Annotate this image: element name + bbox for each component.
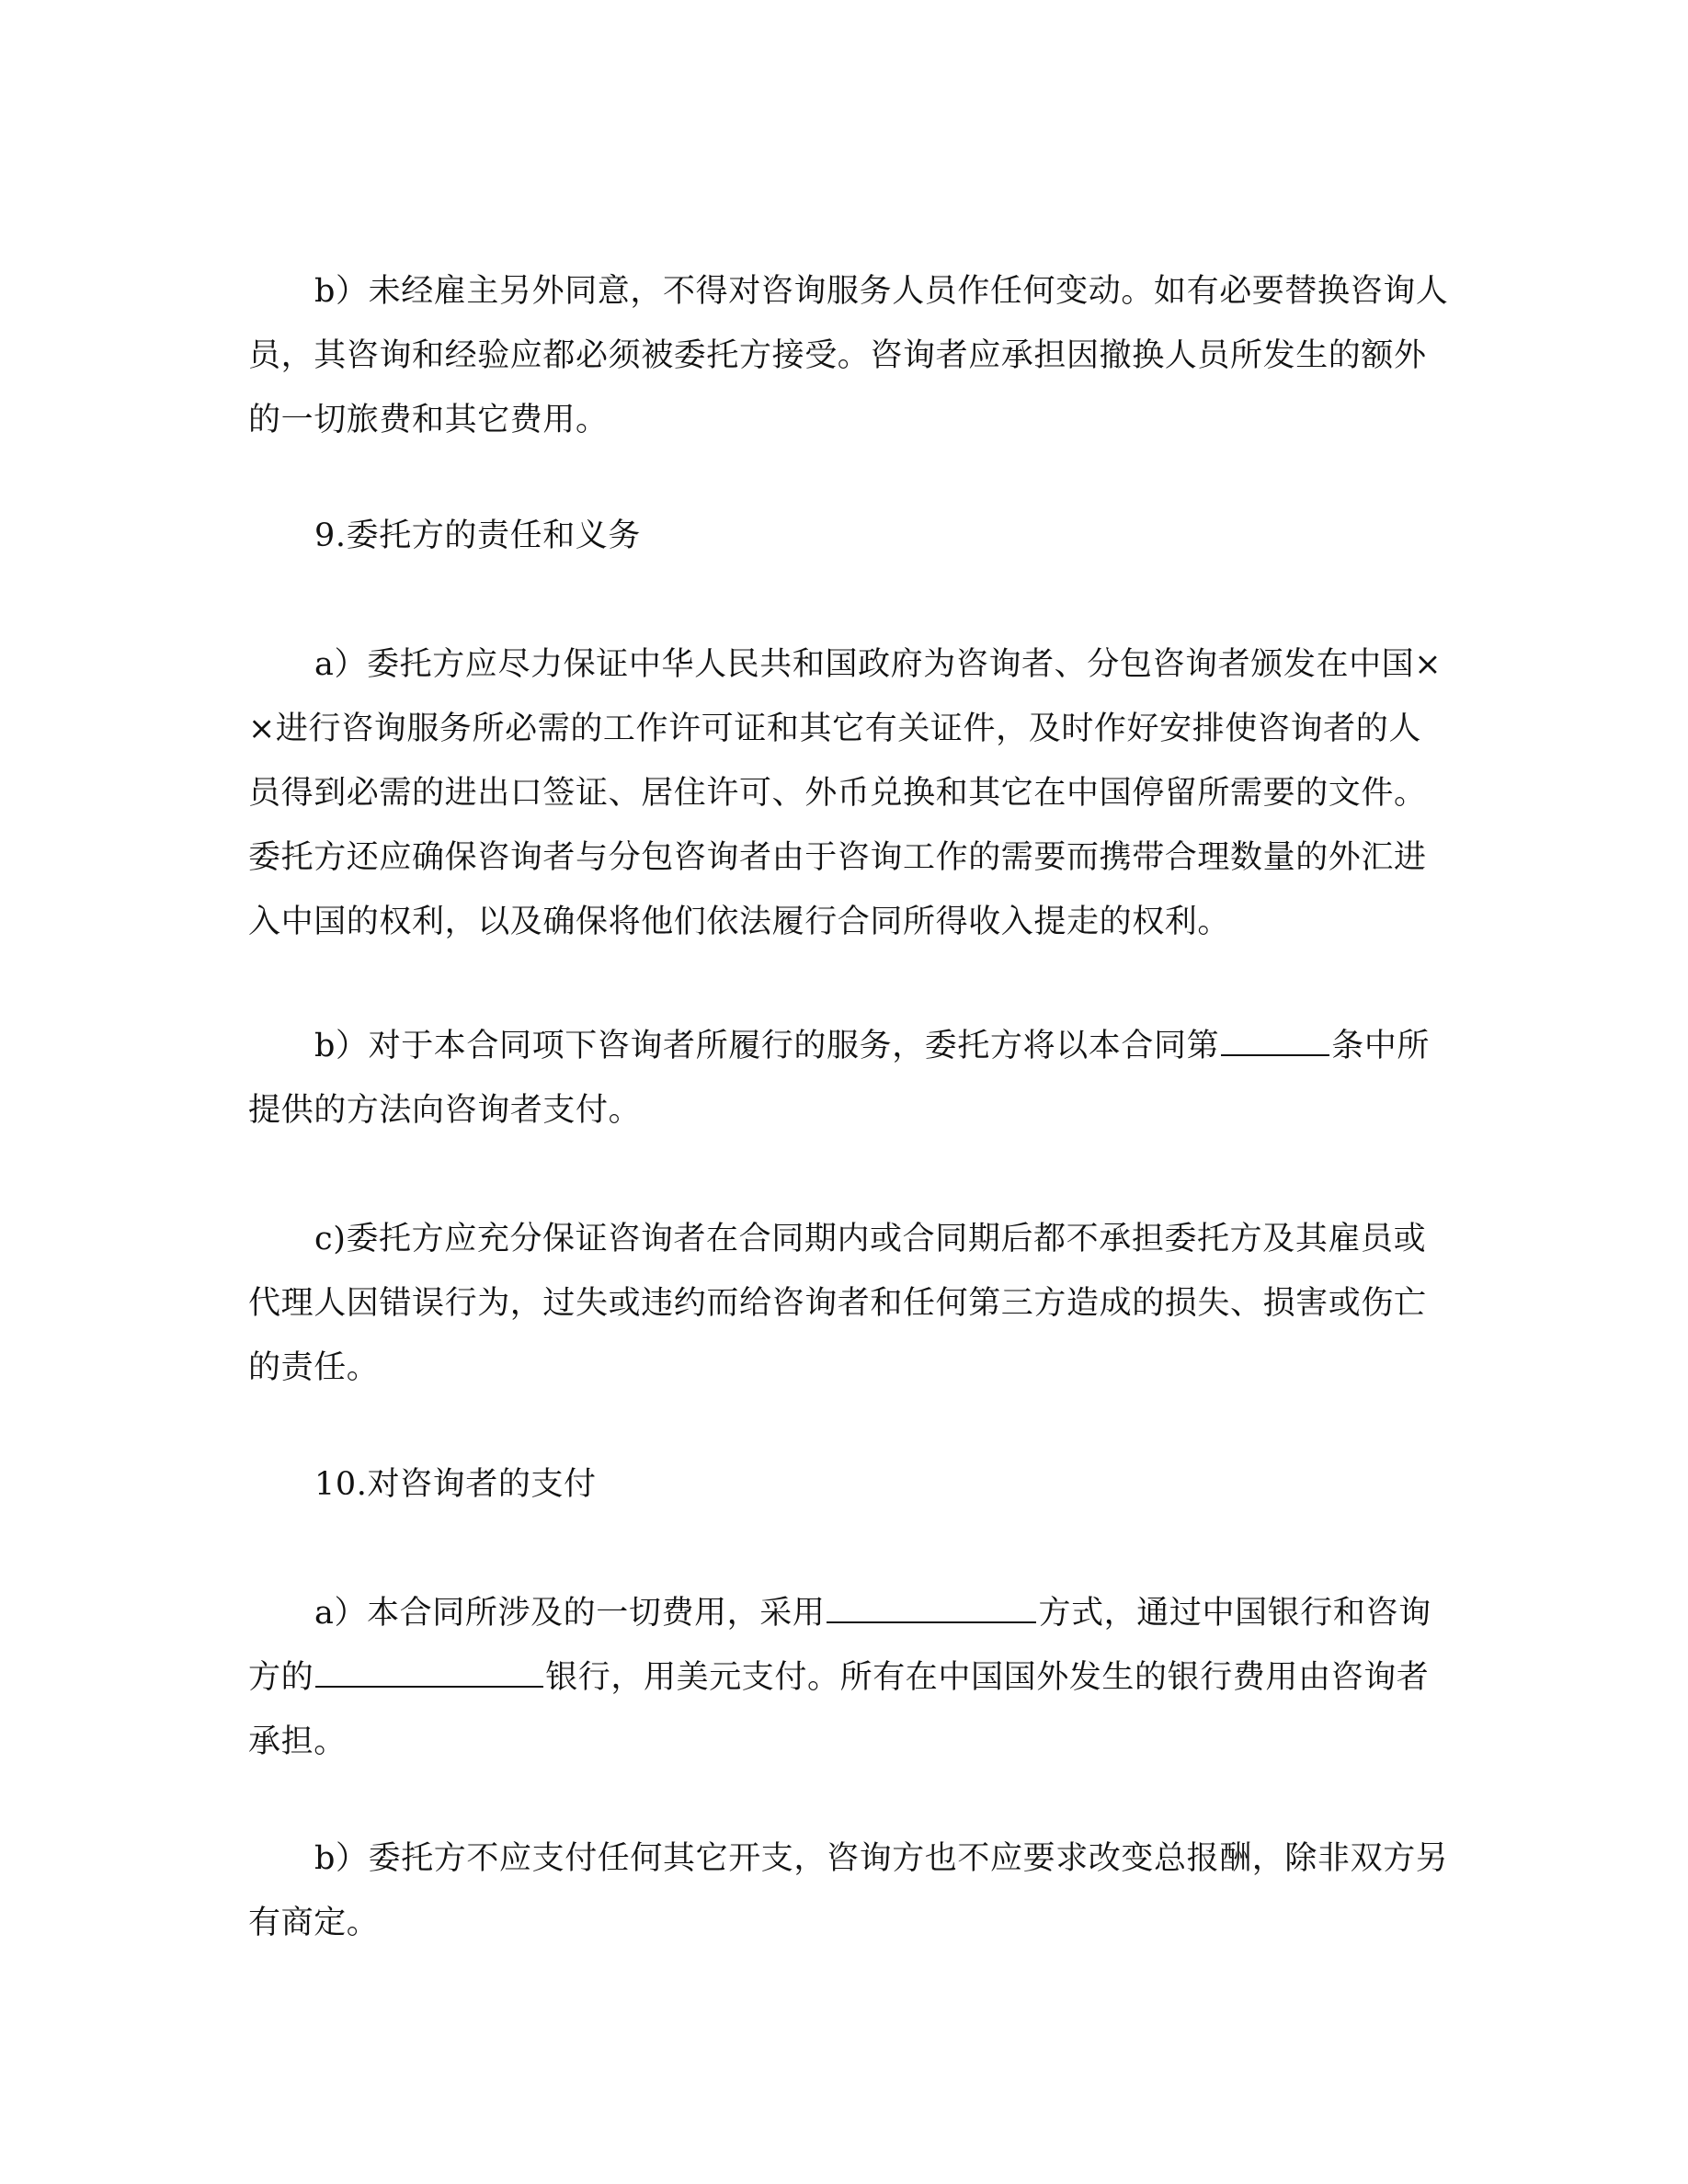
paragraph-9b — [248, 1014, 1443, 1143]
text-line: 员得到必需的进出口签证、居住许可、外币兑换和其它在中国停留所需要的文件。 — [248, 775, 1427, 812]
text-line: a）委托方应尽力保证中华人民共和国政府为咨询者、分包咨询者颁发在中国× — [314, 646, 1443, 683]
text-line: c)委托方应充分保证咨询者在合同期内或合同期后都不承担委托方及其雇员或 — [314, 1221, 1427, 1257]
text-line: 代理人因错误行为，过失或违约而给咨询者和任何第三方造成的损失、损害或伤亡 — [248, 1285, 1427, 1322]
text-line: 的责任。 — [248, 1349, 380, 1386]
text-fragment: 方式，通过中国银行和咨询 — [1038, 1595, 1431, 1632]
paragraph-8b — [248, 259, 1449, 452]
text-line: b）委托方不应支付任何其它开支，咨询方也不应要求改变总报酬，除非双方另 — [314, 1840, 1449, 1877]
text-fragment: a）本合同所涉及的一切费用，采用 — [314, 1595, 826, 1632]
paragraph-9c — [248, 1207, 1443, 1400]
fill-in-blank-payment-method[interactable] — [827, 1590, 1036, 1623]
text-line: 入中国的权利，以及确保将他们依法履行合同所得收入提走的权利。 — [248, 904, 1231, 940]
text-line: 委托方还应确保咨询者与分包咨询者由于咨询工作的需要而携带合理数量的外汇进 — [248, 839, 1427, 876]
paragraph-9a — [248, 632, 1443, 954]
text-line — [248, 1581, 1443, 1645]
text-fragment: 方的 — [248, 1659, 314, 1696]
text-fragment: b）对于本合同项下咨询者所履行的服务，委托方将以本合同第 — [314, 1028, 1220, 1064]
text-line: ×进行咨询服务所必需的工作许可证和其它有关证件，及时作好安排使咨询者的人 — [248, 711, 1421, 747]
document-page — [248, 0, 1449, 2184]
text-line: 员，其咨询和经验应都必须被委托方接受。咨询者应承担因撤换人员所发生的额外 — [248, 337, 1427, 374]
fill-in-blank-consultant-bank[interactable] — [315, 1655, 543, 1688]
text-line: 有商定。 — [248, 1905, 380, 1941]
paragraph-10a — [248, 1581, 1443, 1774]
text-line — [248, 1014, 1443, 1078]
text-line: 提供的方法向咨询者支付。 — [248, 1092, 642, 1129]
text-fragment: 银行，用美元支付。所有在中国国外发生的银行费用由咨询者 — [545, 1659, 1430, 1696]
fill-in-blank-clause-number[interactable] — [1221, 1023, 1329, 1056]
section-heading-9: 9.委托方的责任和义务 — [314, 518, 641, 554]
text-line: b）未经雇主另外同意，不得对咨询服务人员作任何变动。如有必要替换咨询人 — [314, 273, 1449, 310]
text-fragment: 条中所 — [1331, 1028, 1431, 1064]
section-heading-10: 10.对咨询者的支付 — [314, 1466, 597, 1503]
paragraph-10b — [248, 1826, 1449, 1955]
text-line: 的一切旅费和其它费用。 — [248, 402, 609, 438]
text-line: 承担。 — [248, 1723, 347, 1760]
text-line — [248, 1645, 1443, 1710]
